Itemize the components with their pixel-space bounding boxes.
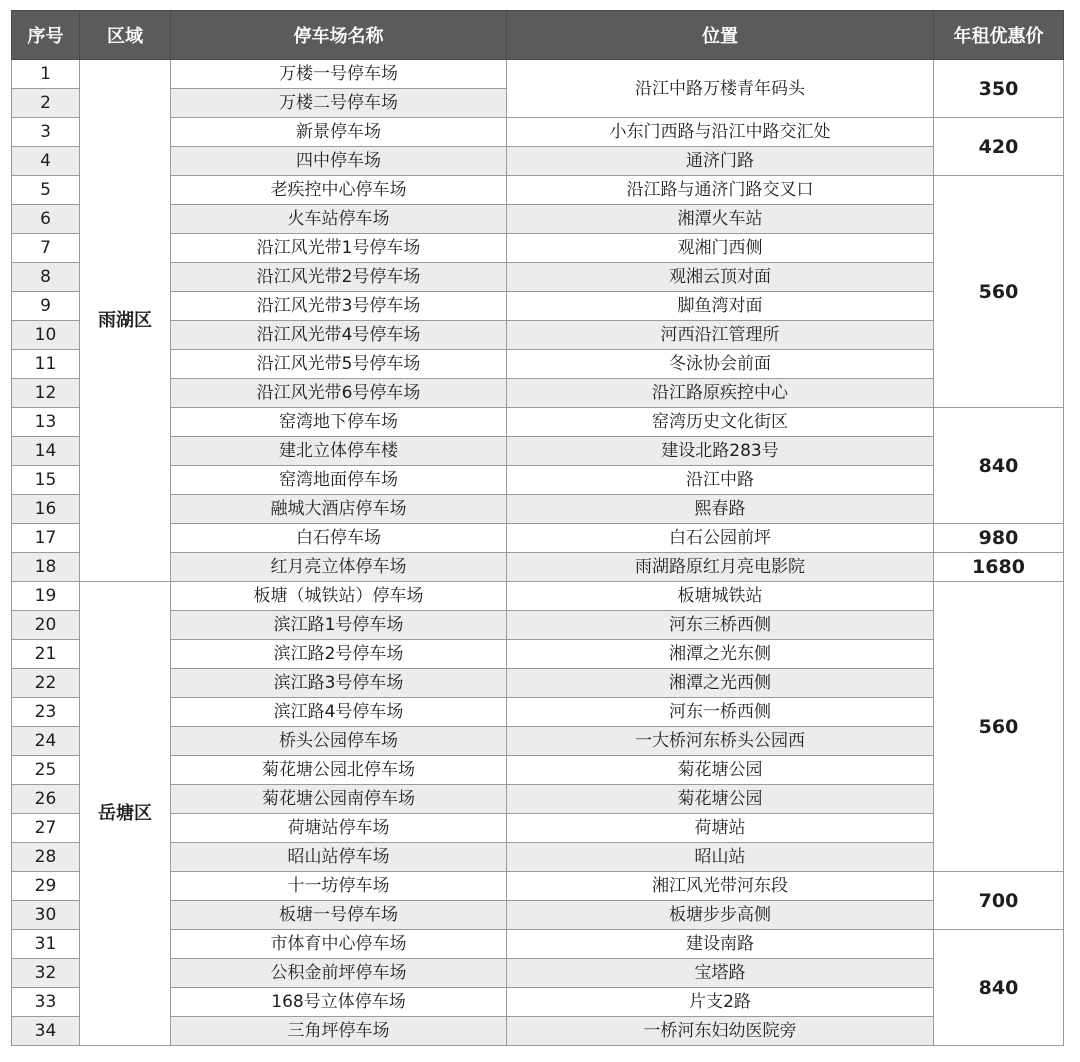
- parking-name-cell: 火车站停车场: [171, 205, 507, 234]
- parking-name-cell: 荷塘站停车场: [171, 814, 507, 843]
- location-cell: 一大桥河东桥头公园西: [507, 727, 934, 756]
- header-parking-name: 停车场名称: [171, 11, 507, 60]
- location-cell: 窑湾历史文化街区: [507, 408, 934, 437]
- location-cell: 昭山站: [507, 843, 934, 872]
- annual-price-cell: 700: [934, 872, 1064, 930]
- table-row: [12, 582, 1064, 611]
- location-cell: 菊花塘公园: [507, 756, 934, 785]
- row-index-cell: 24: [12, 727, 80, 756]
- location-cell: 沿江路与通济门路交叉口: [507, 176, 934, 205]
- row-index-cell: 23: [12, 698, 80, 727]
- parking-name-cell: 沿江风光带6号停车场: [171, 379, 507, 408]
- row-index-cell: 19: [12, 582, 80, 611]
- row-index-cell: 20: [12, 611, 80, 640]
- row-index-cell: 26: [12, 785, 80, 814]
- location-cell: 沿江路原疾控中心: [507, 379, 934, 408]
- parking-name-cell: 滨江路3号停车场: [171, 669, 507, 698]
- parking-name-cell: 窑湾地面停车场: [171, 466, 507, 495]
- row-index-cell: 30: [12, 901, 80, 930]
- annual-price-cell: 350: [934, 60, 1064, 118]
- parking-name-cell: 建北立体停车楼: [171, 437, 507, 466]
- location-cell: 板塘步步高侧: [507, 901, 934, 930]
- parking-name-cell: 三角坪停车场: [171, 1017, 507, 1046]
- parking-name-cell: 菊花塘公园南停车场: [171, 785, 507, 814]
- row-index-cell: 34: [12, 1017, 80, 1046]
- location-cell: 观湘云顶对面: [507, 263, 934, 292]
- parking-name-cell: 新景停车场: [171, 118, 507, 147]
- row-index-cell: 33: [12, 988, 80, 1017]
- location-cell: 湘潭火车站: [507, 205, 934, 234]
- location-cell: 冬泳协会前面: [507, 350, 934, 379]
- location-cell: 脚鱼湾对面: [507, 292, 934, 321]
- parking-name-cell: 融城大酒店停车场: [171, 495, 507, 524]
- parking-price-table-container: [11, 10, 1064, 1046]
- parking-name-cell: 沿江风光带1号停车场: [171, 234, 507, 263]
- annual-price-cell: 1680: [934, 553, 1064, 582]
- parking-name-cell: 沿江风光带3号停车场: [171, 292, 507, 321]
- row-index-cell: 9: [12, 292, 80, 321]
- row-index-cell: 31: [12, 930, 80, 959]
- annual-price-cell: 420: [934, 118, 1064, 176]
- location-cell: 建设南路: [507, 930, 934, 959]
- row-index-cell: 12: [12, 379, 80, 408]
- row-index-cell: 22: [12, 669, 80, 698]
- row-index-cell: 17: [12, 524, 80, 553]
- location-cell: 建设北路283号: [507, 437, 934, 466]
- row-index-cell: 13: [12, 408, 80, 437]
- location-cell: 沿江中路万楼青年码头: [507, 60, 934, 118]
- parking-name-cell: 板塘一号停车场: [171, 901, 507, 930]
- parking-name-cell: 十一坊停车场: [171, 872, 507, 901]
- row-index-cell: 21: [12, 640, 80, 669]
- row-index-cell: 3: [12, 118, 80, 147]
- location-cell: 河东三桥西侧: [507, 611, 934, 640]
- row-index-cell: 27: [12, 814, 80, 843]
- location-cell: 一桥河东妇幼医院旁: [507, 1017, 934, 1046]
- area-cell: 岳塘区: [80, 582, 171, 1046]
- parking-name-cell: 昭山站停车场: [171, 843, 507, 872]
- parking-name-cell: 红月亮立体停车场: [171, 553, 507, 582]
- location-cell: 湘潭之光东侧: [507, 640, 934, 669]
- parking-name-cell: 白石停车场: [171, 524, 507, 553]
- row-index-cell: 7: [12, 234, 80, 263]
- row-index-cell: 18: [12, 553, 80, 582]
- annual-price-cell: 560: [934, 176, 1064, 408]
- parking-name-cell: 沿江风光带5号停车场: [171, 350, 507, 379]
- annual-price-cell: 980: [934, 524, 1064, 553]
- parking-name-cell: 桥头公园停车场: [171, 727, 507, 756]
- location-cell: 沿江中路: [507, 466, 934, 495]
- location-cell: 板塘城铁站: [507, 582, 934, 611]
- table-header-row: [12, 11, 1064, 60]
- row-index-cell: 10: [12, 321, 80, 350]
- header-location: 位置: [507, 11, 934, 60]
- row-index-cell: 1: [12, 60, 80, 89]
- location-cell: 河西沿江管理所: [507, 321, 934, 350]
- location-cell: 熙春路: [507, 495, 934, 524]
- annual-price-cell: 840: [934, 930, 1064, 1046]
- table-row: [12, 60, 1064, 89]
- location-cell: 片支2路: [507, 988, 934, 1017]
- parking-name-cell: 滨江路4号停车场: [171, 698, 507, 727]
- parking-name-cell: 公积金前坪停车场: [171, 959, 507, 988]
- parking-name-cell: 菊花塘公园北停车场: [171, 756, 507, 785]
- parking-name-cell: 老疾控中心停车场: [171, 176, 507, 205]
- header-annual-price: 年租优惠价: [934, 11, 1064, 60]
- parking-price-table: [11, 10, 1064, 1046]
- parking-name-cell: 窑湾地下停车场: [171, 408, 507, 437]
- parking-name-cell: 万楼一号停车场: [171, 60, 507, 89]
- row-index-cell: 28: [12, 843, 80, 872]
- parking-name-cell: 168号立体停车场: [171, 988, 507, 1017]
- parking-name-cell: 沿江风光带4号停车场: [171, 321, 507, 350]
- parking-name-cell: 滨江路1号停车场: [171, 611, 507, 640]
- location-cell: 通济门路: [507, 147, 934, 176]
- row-index-cell: 29: [12, 872, 80, 901]
- location-cell: 雨湖路原红月亮电影院: [507, 553, 934, 582]
- location-cell: 宝塔路: [507, 959, 934, 988]
- location-cell: 菊花塘公园: [507, 785, 934, 814]
- row-index-cell: 32: [12, 959, 80, 988]
- row-index-cell: 6: [12, 205, 80, 234]
- table-body: [12, 60, 1064, 1046]
- annual-price-cell: 840: [934, 408, 1064, 524]
- row-index-cell: 25: [12, 756, 80, 785]
- row-index-cell: 8: [12, 263, 80, 292]
- location-cell: 湘江风光带河东段: [507, 872, 934, 901]
- row-index-cell: 4: [12, 147, 80, 176]
- location-cell: 白石公园前坪: [507, 524, 934, 553]
- row-index-cell: 15: [12, 466, 80, 495]
- parking-name-cell: 沿江风光带2号停车场: [171, 263, 507, 292]
- annual-price-cell: 560: [934, 582, 1064, 872]
- parking-name-cell: 四中停车场: [171, 147, 507, 176]
- header-index: 序号: [12, 11, 80, 60]
- row-index-cell: 16: [12, 495, 80, 524]
- parking-name-cell: 板塘（城铁站）停车场: [171, 582, 507, 611]
- row-index-cell: 11: [12, 350, 80, 379]
- location-cell: 湘潭之光西侧: [507, 669, 934, 698]
- row-index-cell: 2: [12, 89, 80, 118]
- area-cell: 雨湖区: [80, 60, 171, 582]
- parking-name-cell: 市体育中心停车场: [171, 930, 507, 959]
- header-area: 区域: [80, 11, 171, 60]
- parking-name-cell: 万楼二号停车场: [171, 89, 507, 118]
- parking-name-cell: 滨江路2号停车场: [171, 640, 507, 669]
- location-cell: 小东门西路与沿江中路交汇处: [507, 118, 934, 147]
- location-cell: 河东一桥西侧: [507, 698, 934, 727]
- row-index-cell: 5: [12, 176, 80, 205]
- location-cell: 荷塘站: [507, 814, 934, 843]
- location-cell: 观湘门西侧: [507, 234, 934, 263]
- row-index-cell: 14: [12, 437, 80, 466]
